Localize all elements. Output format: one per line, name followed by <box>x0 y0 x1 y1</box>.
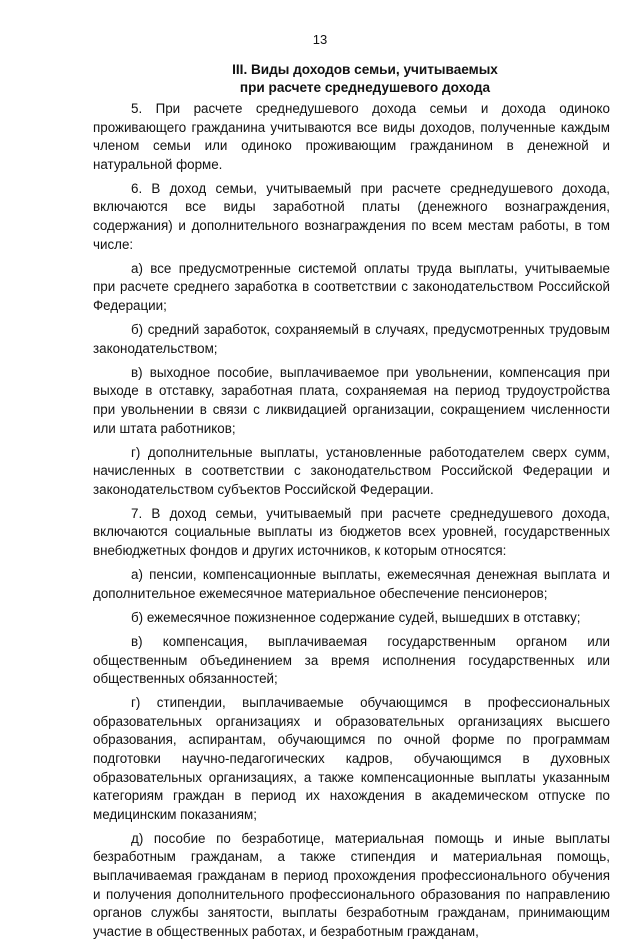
document-body <box>93 100 610 947</box>
paragraph-7a: а) пенсии, компенсационные выплаты, ежемесячная денежная выплата и дополнительное ежемесячное материальное обеспечение пенсионеров; <box>93 567 610 601</box>
paragraph-6g: г) дополнительные выплаты, установленные работодателем сверх сумм, начисленных в соответствии с законодательством Российской Федерации и законодательством субъектов Российской Федерации. <box>93 444 610 497</box>
paragraph-5: 5. При расчете среднедушевого дохода семьи и дохода одиноко проживающего гражданина учитываются все виды доходов, полученные каждым членом семьи или одиноко проживающим гражданином в денежной и натуральной форме. <box>93 101 610 172</box>
paragraph-6: 6. В доход семьи, учитываемый при расчете среднедушевого дохода, включаются все виды заработной платы (денежного вознаграждения, содержания) и дополнительного вознаграждения по всем местам работы, в том числе: <box>93 180 610 252</box>
paragraph-7d: д) пособие по безработице, материальная помощь и иные выплаты безработным гражданам, а также стипендия и материальная помощь, выплачиваемая гражданам в период прохождения профессионального обучения и получения дополнительного профессионального образования по направлению органов службы занятости, выплаты безработным гражданам, принимающим участие в общественных работах, и безработным гражданам, <box>93 830 610 939</box>
section-heading-line-2: при расчете среднедушевого дохода <box>239 80 491 95</box>
paragraph-6v: в) выходное пособие, выплачиваемое при увольнении, компенсация при выходе в отставку, заработная плата, сохраняемая на период трудоустройства при увольнении в связи с ликвидацией организации, сокращением численности или штата работников; <box>93 364 610 436</box>
paragraph-6a: а) все предусмотренные системой оплаты труда выплаты, учитываемые при расчете среднего заработка в соответствии с законодательством Российской Федерации; <box>93 260 610 313</box>
paragraph-7: 7. В доход семьи, учитываемый при расчете среднедушевого дохода, включаются социальные выплаты из бюджетов всех уровней, государственных внебюджетных фондов и других источников, к которым относятся: <box>93 505 610 559</box>
section-heading-line-1: III. Виды доходов семьи, учитываемых <box>232 62 498 77</box>
page-number: 13 <box>312 32 328 47</box>
paragraph-7v: в) компенсация, выплачиваемая государственным органом или общественным объединением за время исполнения государственных или общественных обязанностей; <box>93 633 610 687</box>
section-heading <box>220 61 510 97</box>
paragraph-6b: б) средний заработок, сохраняемый в случаях, предусмотренных трудовым законодательством; <box>93 322 610 356</box>
paragraph-7b: б) ежемесячное пожизненное содержание судей, вышедших в отставку; <box>131 609 581 625</box>
paragraph-7g: г) стипендии, выплачиваемые обучающимся в профессиональных образовательных организациях и образовательных организациях высшего образования, аспирантам, обучающимся по очной форме по программам подготовки научно-педагогических кадров, обучающимся в духовных образовательных организациях, а также компенсационные выплаты указанным категориям граждан в период их нахождения в академическом отпуске по медицинским показаниям; <box>93 695 610 822</box>
